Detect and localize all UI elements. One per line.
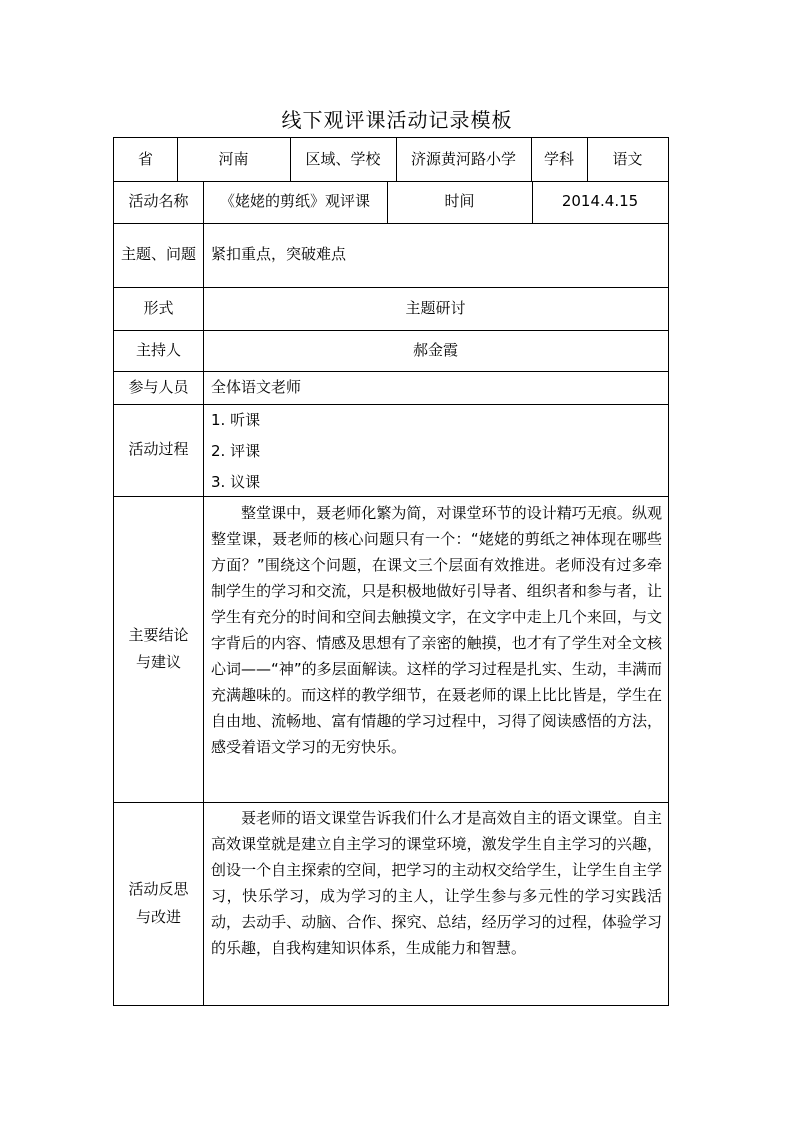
process-label: 活动过程 <box>128 440 189 459</box>
conclusions-text: 整堂课中，聂老师化繁为简，对课堂环节的设计精巧无痕。纵观整堂课，聂老师的核心问题只有一个：“姥姥的剪纸之神体现在哪些方面？”围绕这个问题，在课文三个层面有效推进。老师没有过多牵制学生的学习和交流，只是积极地做好引导者、组织者和参与者，让学生有充分的时间和空间去触摸文字，在文字中走上几个来回，与文字背后的内容、情感及思想有了亲密的触摸，也才有了学生对全文核心词——“神”的多层面解读。这样的学习过程是扎实、生动，丰满而充满趣味的。而这样的教学细节，在聂老师的课上比比皆是，学生在自由地、流畅地、富有情趣的学习过程中，习得了阅读感悟的方法，感受着语文学习的无穷快乐。 <box>211 504 662 756</box>
conclusions-label <box>114 496 203 802</box>
participants-label: 参与人员 <box>128 377 189 396</box>
host-value: 郝金霞 <box>412 340 458 359</box>
format-label: 形式 <box>143 298 174 317</box>
process-list <box>203 405 668 497</box>
province-label: 省 <box>137 149 153 168</box>
activity-name-label: 活动名称 <box>128 192 189 211</box>
record-form-table <box>113 137 669 1006</box>
subject-label: 学科 <box>543 149 574 168</box>
topic-label: 主题、问题 <box>120 245 196 264</box>
host-label: 主持人 <box>135 340 181 359</box>
topic-value: 紧扣重点，突破难点 <box>211 245 347 264</box>
school-value: 济源黄河路小学 <box>410 149 516 168</box>
conclusions-label-line1: 主要结论 <box>128 625 189 644</box>
activity-name-value: 《姥姥的剪纸》观评课 <box>219 192 370 211</box>
reflection-text: 聂老师的语文课堂告诉我们什么才是高效自主的语文课堂。自主高效课堂就是建立自主学习的课堂环境，激发学生自主学习的兴趣，创设一个自主探索的空间，把学习的主动权交给学生，让学生自主学习，快乐学习，成为学习的主人，让学生参与多元性的学习实践活动，去动手、动脑、合作、探究、总结，经历学习的过程，体验学习的乐趣，自我构建知识体系，生成能力和智慧。 <box>211 809 662 957</box>
reflection-label-line1: 活动反思 <box>128 880 189 898</box>
time-label: 时间 <box>444 192 475 211</box>
reflection-label-line2: 与改进 <box>135 907 181 926</box>
province-value: 河南 <box>218 149 249 168</box>
document-title: 线下观评课活动记录模板 <box>281 108 513 132</box>
participants-value: 全体语文老师 <box>211 377 302 396</box>
region-school-label: 区域、学校 <box>305 149 381 168</box>
conclusions-label-line2: 与建议 <box>135 653 181 671</box>
reflection-label <box>114 802 203 1005</box>
format-value: 主题研讨 <box>405 298 466 317</box>
list-item: 2. 评课 <box>211 442 261 460</box>
list-item: 3. 议课 <box>211 473 261 491</box>
list-item: 1. 听课 <box>211 411 261 429</box>
time-value: 2014.4.15 <box>561 192 639 211</box>
subject-value: 语文 <box>612 149 643 168</box>
